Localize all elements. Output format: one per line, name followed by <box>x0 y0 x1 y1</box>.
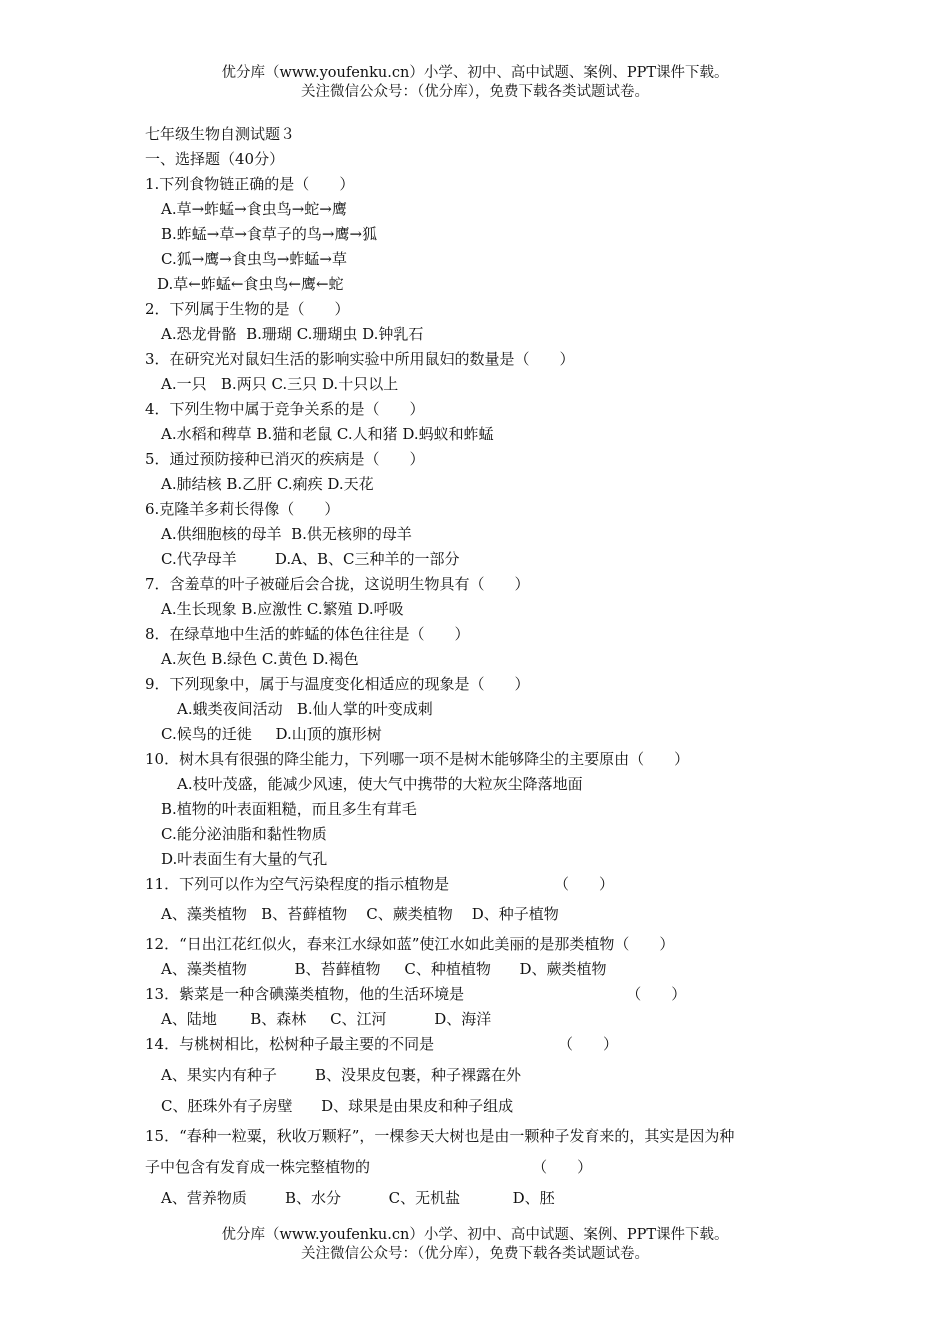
q10-option-b: B.植物的叶表面粗糙，而且多生有茸毛 <box>161 800 417 818</box>
q1-option-c: C.狐→鹰→食虫鸟→蚱蜢→草 <box>161 250 347 268</box>
q15-options: A、营养物质 B、水分 C、无机盐 D、胚 <box>161 1189 555 1207</box>
q1-option-a: A.草→蚱蜢→食虫鸟→蛇→鹰 <box>161 200 347 218</box>
question-13: 13．紫菜是一种含碘藻类植物，他的生活环境是 （ ） <box>145 985 687 1003</box>
q10-option-a: A.枝叶茂盛，能减少风速，使大气中携带的大粒灰尘降落地面 <box>177 775 583 793</box>
question-12: 12．“日出江花红似火，春来江水绿如蓝”使江水如此美丽的是那类植物（ ） <box>145 935 675 953</box>
header-line-2: 关注微信公众号：（优分库），免费下载各类试题试卷。 <box>301 84 649 100</box>
footer-line-1: 优分库（www.youfenku.cn）小学、初中、高中试题、案例、PPT课件下载。 <box>221 1227 729 1243</box>
q1-option-b: B.蚱蜢→草→食草子的鸟→鹰→狐 <box>161 225 378 243</box>
doc-title: 七年级生物自测试题３ <box>145 125 296 143</box>
q8-options: A.灰色 B.绿色 C.黄色 D.褐色 <box>161 650 359 668</box>
footer-line-2: 关注微信公众号：（优分库），免费下载各类试题试卷。 <box>301 1246 649 1262</box>
q14-options-ab: A、果实内有种子 B、没果皮包裹，种子裸露在外 <box>161 1066 522 1084</box>
q10-option-d: D.叶表面生有大量的气孔 <box>161 850 328 868</box>
q5-options: A.肺结核 B.乙肝 C.痢疾 D.天花 <box>161 475 374 493</box>
question-9: 9．下列现象中，属于与温度变化相适应的现象是（ ） <box>145 675 530 693</box>
question-3: 3．在研究光对鼠妇生活的影响实验中所用鼠妇的数量是（ ） <box>145 350 575 368</box>
page-header <box>0 64 950 102</box>
q11-options: A、藻类植物 B、苔藓植物 C、蕨类植物 D、种子植物 <box>161 905 559 923</box>
question-15-cont: 子中包含有发育成一株完整植物的 （ ） <box>145 1158 593 1176</box>
q6-options-cd: C.代孕母羊 D.A、B、C三种羊的一部分 <box>161 550 460 568</box>
q2-options: A.恐龙骨骼 B.珊瑚 C.珊瑚虫 D.钟乳石 <box>161 325 424 343</box>
q14-options-cd: C、胚珠外有子房壁 D、球果是由果皮和种子组成 <box>161 1097 514 1115</box>
q7-options: A.生长现象 B.应激性 C.繁殖 D.呼吸 <box>161 600 404 618</box>
q3-options: A.一只 B.两只 C.三只 D.十只以上 <box>161 375 399 393</box>
question-6: 6.克隆羊多莉长得像（ ） <box>145 500 340 518</box>
q9-options-ab: A.蛾类夜间活动 B.仙人掌的叶变成刺 <box>177 700 433 718</box>
header-line-1: 优分库（www.youfenku.cn）小学、初中、高中试题、案例、PPT课件下载。 <box>221 65 729 81</box>
question-2: 2．下列属于生物的是（ ） <box>145 300 350 318</box>
q10-option-c: C.能分泌油脂和黏性物质 <box>161 825 327 843</box>
section-heading: 一、选择题（40分） <box>145 150 285 168</box>
q4-options: A.水稻和稗草 B.猫和老鼠 C.人和猪 D.蚂蚁和蚱蜢 <box>161 425 494 443</box>
question-4: 4．下列生物中属于竞争关系的是（ ） <box>145 400 425 418</box>
question-15: 15．“春种一粒粟，秋收万颗籽”，一棵参天大树也是由一颗种子发育来的，其实是因为种 <box>145 1127 735 1145</box>
question-1: 1.下列食物链正确的是（ ） <box>145 175 355 193</box>
q1-option-d: D.草←蚱蜢←食虫鸟←鹰←蛇 <box>157 275 344 293</box>
q12-options: A、藻类植物 B、苔藓植物 C、种植植物 D、蕨类植物 <box>161 960 607 978</box>
q13-options: A、陆地 B、森林 C、江河 D、海洋 <box>161 1010 492 1028</box>
page-footer <box>0 1226 950 1264</box>
question-14: 14．与桃树相比，松树种子最主要的不同是 （ ） <box>145 1035 619 1053</box>
question-7: 7．含羞草的叶子被碰后会合拢，这说明生物具有（ ） <box>145 575 530 593</box>
question-8: 8．在绿草地中生活的蚱蜢的体色往往是（ ） <box>145 625 470 643</box>
question-11: 11．下列可以作为空气污染程度的指示植物是 （ ） <box>145 875 614 893</box>
q6-options-ab: A.供细胞核的母羊 B.供无核卵的母羊 <box>161 525 412 543</box>
question-10: 10．树木具有很强的降尘能力，下列哪一项不是树木能够降尘的主要原由（ ） <box>145 750 690 768</box>
question-5: 5．通过预防接种已消灭的疾病是（ ） <box>145 450 425 468</box>
q9-options-cd: C.候鸟的迁徙 D.山顶的旗形树 <box>161 725 382 743</box>
